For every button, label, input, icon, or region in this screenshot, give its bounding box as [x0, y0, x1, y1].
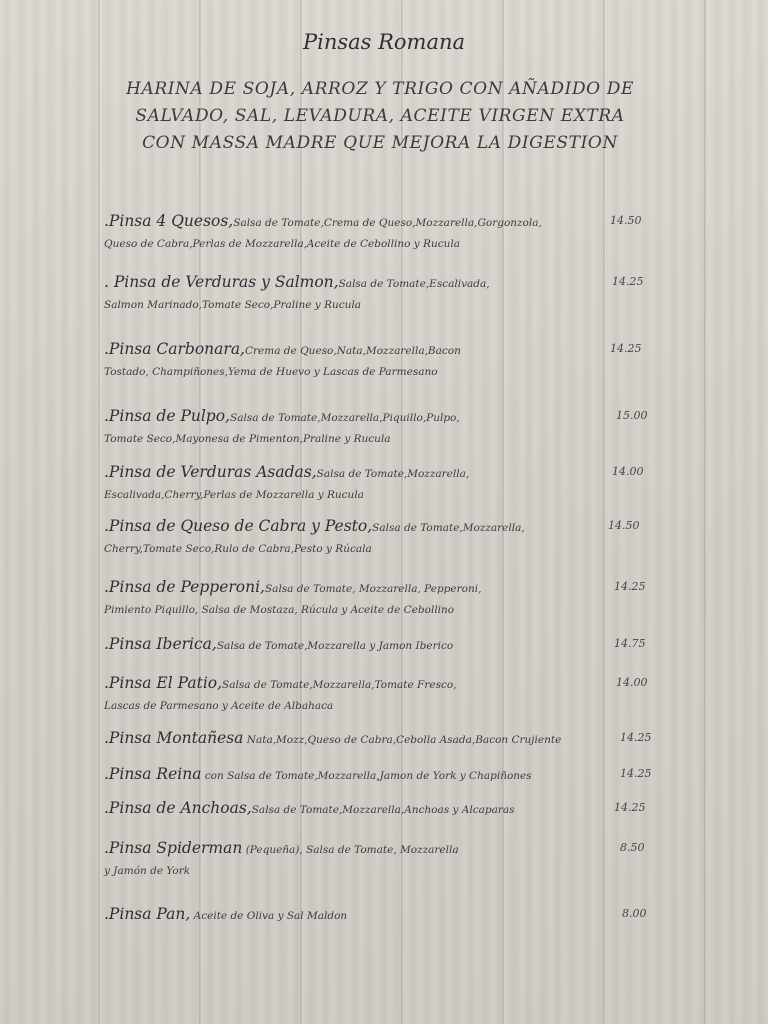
item-name: .Pinsa 4 Quesos,	[104, 212, 234, 230]
menu-item	[104, 210, 664, 254]
subtitle-line: CON MASSA MADRE QUE MEJORA LA DIGESTION	[142, 133, 618, 153]
menu-item	[104, 338, 664, 382]
item-price: 8.50	[620, 841, 645, 854]
menu-item	[104, 672, 664, 716]
item-name: .Pinsa Reina	[104, 765, 202, 783]
item-name: .Pinsa de Pulpo,	[104, 407, 230, 425]
menu-item	[104, 837, 664, 881]
item-name: .Pinsa Carbonara,	[104, 340, 245, 358]
item-desc-2: Escalivada,Cherry,Perlas de Mozzarella y Rucula	[104, 489, 364, 501]
item-desc-2: Queso de Cabra,Perlas de Mozzarella,Aceite de Cebollino y Rucula	[104, 238, 460, 250]
item-desc-2: Lascas de Parmesano y Aceite de Albahaca	[104, 700, 334, 712]
item-desc: Salsa de Tomate,Escalivada,	[338, 278, 490, 290]
item-desc-2: Tostado, Champiñones,Yema de Huevo y Lascas de Parmesano	[104, 366, 438, 378]
item-price: 14.50	[610, 214, 642, 227]
item-desc: Salsa de Tomate,Mozzarella,	[372, 522, 525, 534]
item-name: .Pinsa Montañesa	[104, 729, 244, 747]
item-name: . Pinsa de Verduras y Salmon,	[104, 273, 339, 291]
item-price: 14.00	[616, 676, 648, 689]
item-desc: Crema de Queso,Nata,Mozzarella,Bacon	[244, 345, 461, 357]
item-desc: Salsa de Tomate,Mozzarella,	[316, 468, 470, 480]
item-price: 14.25	[614, 580, 646, 593]
menu-item	[104, 727, 664, 751]
item-desc: Salsa de Tomate, Mozzarella, Pepperoni,	[264, 583, 482, 595]
item-price: 14.25	[612, 275, 644, 288]
menu-item	[104, 515, 664, 559]
item-desc-2: Tomate Seco,Mayonesa de Pimenton,Praline y Rucula	[104, 433, 391, 445]
item-desc: Salsa de Tomate,Mozzarella,Piquillo,Pulpo,	[230, 412, 460, 424]
item-desc: Salsa de Tomate,Mozzarella,Anchoas y Alcaparas	[251, 804, 515, 816]
item-desc-2: y Jamón de York	[104, 865, 191, 877]
item-price: 14.25	[620, 731, 652, 744]
item-price: 14.25	[620, 767, 652, 780]
item-desc-2: Pimiento Piquillo, Salsa de Mostaza, Rúcula y Aceite de Cebollino	[104, 604, 455, 616]
menu-item	[104, 903, 664, 927]
item-price: 14.00	[612, 465, 644, 478]
item-desc: Salsa de Tomate,Crema de Queso,Mozzarella,Gorgonzola,	[233, 217, 542, 229]
item-price: 15.00	[616, 409, 648, 422]
item-price: 14.25	[614, 801, 646, 814]
item-name: .Pinsa Pan,	[104, 905, 191, 923]
item-name: .Pinsa de Queso de Cabra y Pesto,	[104, 517, 373, 535]
menu-item	[104, 797, 664, 821]
item-name: .Pinsa de Pepperoni,	[104, 578, 265, 596]
item-price: 14.75	[614, 637, 646, 650]
menu-subtitle	[110, 76, 650, 157]
menu-title: Pinsas Romana	[302, 30, 466, 54]
item-desc-2: Salmon Marinado,Tomate Seco,Praline y Rucula	[104, 299, 361, 311]
menu-item	[104, 405, 664, 449]
item-desc: (Pequeña), Salsa de Tomate, Mozzarella	[245, 844, 459, 856]
menu-item	[104, 461, 664, 505]
subtitle-line: SALVADO, SAL, LEVADURA, ACEITE VIRGEN EXTRA	[135, 106, 625, 126]
subtitle-line: HARINA DE SOJA, ARROZ Y TRIGO CON AÑADIDO DE	[126, 79, 634, 99]
item-name: .Pinsa de Verduras Asadas,	[104, 463, 317, 481]
item-desc: Aceite de Oliva y Sal Maldon	[193, 910, 348, 922]
item-desc: Salsa de Tomate,Mozzarella,Tomate Fresco,	[222, 679, 457, 691]
item-desc: Nata,Mozz,Queso de Cabra,Cebolla Asada,Bacon Crujiente	[246, 734, 562, 746]
item-price: 8.00	[622, 907, 647, 920]
item-name: .Pinsa Spiderman	[104, 839, 243, 857]
item-price: 14.50	[608, 519, 640, 532]
menu-item	[104, 271, 664, 315]
item-name: .Pinsa Iberica,	[104, 635, 217, 653]
menu-item	[104, 763, 664, 787]
item-desc: Salsa de Tomate,Mozzarella y Jamon Iberico	[216, 640, 454, 652]
menu-item	[104, 576, 664, 620]
item-desc: con Salsa de Tomate,Mozzarella,Jamon de York y Chapiñones	[204, 770, 532, 782]
item-name: .Pinsa de Anchoas,	[104, 799, 252, 817]
item-price: 14.25	[610, 342, 642, 355]
menu-item	[104, 633, 664, 657]
item-desc-2: Cherry,Tomate Seco,Rulo de Cabra,Pesto y Rúcala	[104, 543, 372, 555]
item-name: .Pinsa El Patio,	[104, 674, 223, 692]
